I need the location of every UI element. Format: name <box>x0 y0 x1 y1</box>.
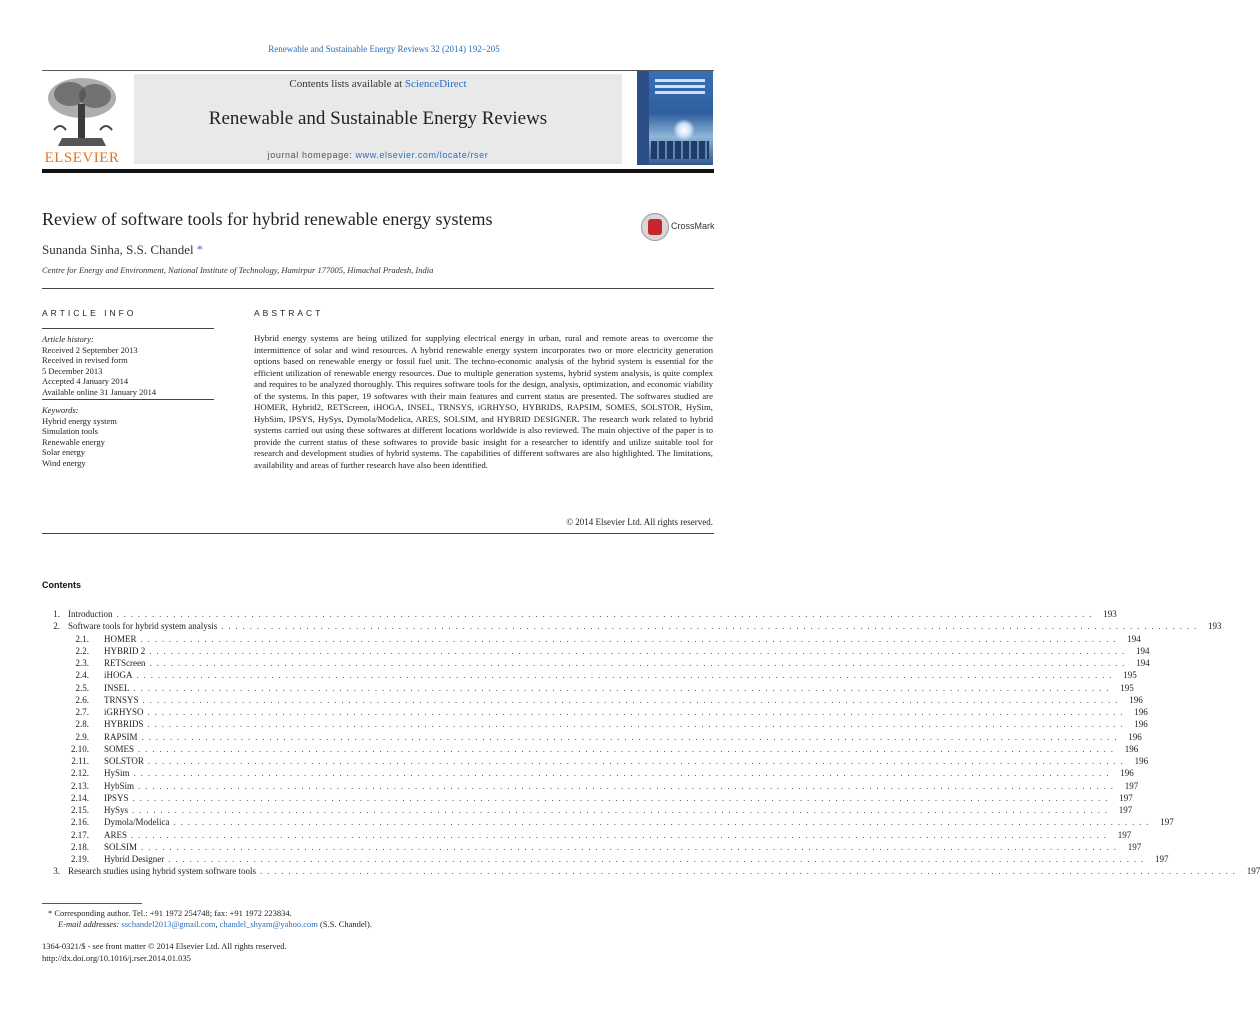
homepage-prefix: journal homepage: <box>267 150 356 160</box>
toc-number: 2.9. <box>75 731 89 742</box>
toc-leader-dots: . . . . . . . . . . . . . . . . . . . . . . . . . . . . . . . . . . . . . . . . . . . . . . . . . . . . . . . . . . . . . . . . . . . . . . . . . . . . . . . . . . . . . . . . . . . . . . . . . . . . . . . . . . . . . . . . . . . . . . . . . . . . . . . . . . . . . . . . . . <box>138 780 1115 791</box>
toc-page-number: 197 <box>1160 817 1174 828</box>
toc-title: iHOGA <box>104 670 133 681</box>
abstract-heading: ABSTRACT <box>254 308 324 318</box>
email-separator: , <box>215 919 220 929</box>
toc-title: RAPSIM <box>104 731 138 742</box>
article-info-rule <box>42 328 214 329</box>
keyword: Renewable energy <box>42 436 105 447</box>
toc-leader-dots: . . . . . . . . . . . . . . . . . . . . . . . . . . . . . . . . . . . . . . . . . . . . . . . . . . . . . . . . . . . . . . . . . . . . . . . . . . . . . . . . . . . . . . . . . . . . . . . . . . . . . . . . . . . . . . . . . . . . . . . . . . . . . . . . . . . . . . . . . . <box>133 682 1110 693</box>
toc-leader-dots: . . . . . . . . . . . . . . . . . . . . . . . . . . . . . . . . . . . . . . . . . . . . . . . . . . . . . . . . . . . . . . . . . . . . . . . . . . . . . . . . . . . . . . . . . . . . . . . . . . . . . . . . . . . . . . . . . . . . . . . . . . . . . . . . . . . . . . . . . . <box>149 645 1126 656</box>
toc-title: IPSYS <box>104 792 129 803</box>
toc-leader-dots: . . . . . . . . . . . . . . . . . . . . . . . . . . . . . . . . . . . . . . . . . . . . . . . . . . . . . . . . . . . . . . . . . . . . . . . . . . . . . . . . . . . . . . . . . . . . . . . . . . . . . . . . . . . . . . . . . . . . . . . . . . . . . . . . . . . . . . . . . . <box>142 694 1119 705</box>
toc-page-number: 196 <box>1134 756 1149 766</box>
abstract-copyright: © 2014 Elsevier Ltd. All rights reserved. <box>566 517 713 527</box>
toc-page-number: 197 <box>1246 866 1260 877</box>
toc-number: 2.2. <box>75 645 89 656</box>
toc-entry[interactable] <box>42 829 1132 841</box>
info-top-rule <box>42 288 714 289</box>
journal-title: Renewable and Sustainable Energy Reviews <box>208 108 548 129</box>
toc-page-number: 193 <box>1103 609 1117 619</box>
toc-leader-dots: . . . . . . . . . . . . . . . . . . . . . . . . . . . . . . . . . . . . . . . . . . . . . . . . . . . . . . . . . . . . . . . . . . . . . . . . . . . . . . . . . . . . . . . . . . . . . . . . . . . . . . . . . . . . . . . . . . . . . . . . . . . . . . . . . . . . . . . . . . <box>116 609 1093 619</box>
toc-page-number: 194 <box>1127 633 1141 644</box>
email-label: E-mail addresses: <box>58 919 120 929</box>
history-label: Article history: <box>42 334 94 344</box>
toc-title: HYBRIDS <box>104 719 144 730</box>
toc-title: RETScreen <box>104 658 146 668</box>
toc-entry[interactable] <box>42 682 1134 694</box>
contents-prefix: Contents lists available at <box>289 78 405 90</box>
toc-title: SOLSIM <box>104 841 138 852</box>
journal-homepage-link[interactable]: www.elsevier.com/locate/rser <box>355 150 489 160</box>
toc-title: HOMER <box>104 633 137 644</box>
toc-page-number: 197 <box>1155 854 1169 864</box>
toc-entry[interactable] <box>42 645 1150 657</box>
table-of-contents <box>42 608 1260 878</box>
header-top-rule <box>42 70 714 71</box>
header-bottom-rule <box>42 169 714 173</box>
toc-page-number: 197 <box>1124 780 1139 791</box>
toc-entry[interactable] <box>42 669 1137 681</box>
toc-leader-dots: . . . . . . . . . . . . . . . . . . . . . . . . . . . . . . . . . . . . . . . . . . . . . . . . . . . . . . . . . . . . . . . . . . . . . . . . . . . . . . . . . . . . . . . . . . . . . . . . . . . . . . . . . . . . . . . . . . . . . . . . . . . . . . . . . . . . . . . . . . <box>136 670 1113 681</box>
toc-leader-dots: . . . . . . . . . . . . . . . . . . . . . . . . . . . . . . . . . . . . . . . . . . . . . . . . . . . . . . . . . . . . . . . . . . . . . . . . . . . . . . . . . . . . . . . . . . . . . . . . . . . . . . . . . . . . . . . . . . . . . . . . . . . . . . . . . . . . . . . . . . <box>221 621 1198 632</box>
keyword: Hybrid energy system <box>42 415 117 426</box>
toc-number: 2.16. <box>71 817 89 828</box>
toc-page-number: 197 <box>1127 841 1142 852</box>
toc-title: Dymola/Modelica <box>104 817 170 828</box>
abstract-text: Hybrid energy systems are being utilized for supplying electrical energy in urban, rural and remote areas to overcome the intermittence of solar and wind resources. A hybrid renewable energy system incorporates two or more electricity generation options based on renewable energy or fossil fuel unit. The techno-economic analysis of the hybrid system is essential for the efficient utilization of renewable energy resources. Due to multiple generation systems, hybrid system analysis, is quite complex and requires to be analyzed thoroughly. This requires software tools for the design, analysis, optimization, and economic viability of the systems. In this paper, 19 softwares with their main features and current status are presented. The softwares studied are HOMER, Hybrid2, RETScreen, iHOGA, INSEL, TRNSYS, iGRHYSO, HYBRIDS, RAPSIM, SOMES, SOLSTOR, HySim, HybSim, IPSYS, HySys, Dymola/Modelica, ARES, SOLSIM, and HYBRID DESIGNER. The research work related to hybrid systems carried out using these softwares at different locations worldwide is also reviewed. The main objective of the paper is to provide the current status of these softwares to provide basic insight for a researcher to identify and utilize suitable tool for research and development studies of hybrid systems. The capabilities of different softwares are also highlighted. The limitations, availability and areas of further research have also been identified. <box>254 333 713 470</box>
toc-number: 2.17. <box>71 829 89 840</box>
toc-page-number: 196 <box>1128 731 1142 742</box>
toc-page-number: 196 <box>1134 707 1148 717</box>
contents-heading: Contents <box>42 580 81 590</box>
toc-page-number: 196 <box>1124 743 1139 754</box>
toc-page-number: 193 <box>1207 621 1222 632</box>
issn-line: 1364-0321/$ - see front matter © 2014 Elsevier Ltd. All rights reserved. <box>42 941 287 951</box>
toc-number: 2.11. <box>71 756 89 766</box>
toc-title: ARES <box>104 829 128 840</box>
toc-entry[interactable] <box>42 792 1133 804</box>
article-info-heading: ARTICLE INFO <box>42 308 137 318</box>
toc-title: iGRHYSO <box>104 707 144 717</box>
toc-page-number: 196 <box>1129 694 1143 705</box>
history-item: 5 December 2013 <box>42 365 103 376</box>
toc-entry[interactable] <box>42 816 1174 828</box>
footnote-rule <box>42 903 142 904</box>
toc-page-number: 195 <box>1120 682 1134 693</box>
toc-leader-dots: . . . . . . . . . . . . . . . . . . . . . . . . . . . . . . . . . . . . . . . . . . . . . . . . . . . . . . . . . . . . . . . . . . . . . . . . . . . . . . . . . . . . . . . . . . . . . . . . . . . . . . . . . . . . . . . . . . . . . . . . . . . . . . . . . . . . . . . . . . <box>138 743 1115 754</box>
toc-leader-dots: . . . . . . . . . . . . . . . . . . . . . . . . . . . . . . . . . . . . . . . . . . . . . . . . . . . . . . . . . . . . . . . . . . . . . . . . . . . . . . . . . . . . . . . . . . . . . . . . . . . . . . . . . . . . . . . . . . . . . . . . . . . . . . . . . . . . . . . . . . <box>147 719 1124 730</box>
toc-leader-dots: . . . . . . . . . . . . . . . . . . . . . . . . . . . . . . . . . . . . . . . . . . . . . . . . . . . . . . . . . . . . . . . . . . . . . . . . . . . . . . . . . . . . . . . . . . . . . . . . . . . . . . . . . . . . . . . . . . . . . . . . . . . . . . . . . . . . . . . . . . <box>132 792 1109 803</box>
keywords-label: Keywords: <box>42 405 79 415</box>
toc-title: HySys <box>104 805 129 815</box>
info-bottom-rule <box>42 533 714 534</box>
author-affiliation: Centre for Energy and Environment, National Institute of Technology, Hamirpur 177005, Himachal Pradesh, India <box>42 265 434 275</box>
crossmark-label: CrossMark <box>671 221 715 231</box>
toc-number: 1. <box>53 609 60 619</box>
toc-leader-dots: . . . . . . . . . . . . . . . . . . . . . . . . . . . . . . . . . . . . . . . . . . . . . . . . . . . . . . . . . . . . . . . . . . . . . . . . . . . . . . . . . . . . . . . . . . . . . . . . . . . . . . . . . . . . . . . . . . . . . . . . . . . . . . . . . . . . . . . . . . <box>259 866 1237 877</box>
toc-entry[interactable] <box>42 706 1148 718</box>
toc-entry[interactable] <box>42 657 1150 669</box>
toc-number: 2.19. <box>71 854 89 864</box>
corresponding-author-mark[interactable]: * <box>196 242 203 256</box>
toc-leader-dots: . . . . . . . . . . . . . . . . . . . . . . . . . . . . . . . . . . . . . . . . . . . . . . . . . . . . . . . . . . . . . . . . . . . . . . . . . . . . . . . . . . . . . . . . . . . . . . . . . . . . . . . . . . . . . . . . . . . . . . . . . . . . . . . . . . . . . . . . . . <box>141 841 1118 852</box>
toc-leader-dots: . . . . . . . . . . . . . . . . . . . . . . . . . . . . . . . . . . . . . . . . . . . . . . . . . . . . . . . . . . . . . . . . . . . . . . . . . . . . . . . . . . . . . . . . . . . . . . . . . . . . . . . . . . . . . . . . . . . . . . . . . . . . . . . . . . . . . . . . . . <box>147 707 1124 717</box>
toc-entry[interactable] <box>42 718 1148 730</box>
keyword: Wind energy <box>42 457 86 468</box>
toc-page-number: 197 <box>1118 805 1133 815</box>
keyword: Solar energy <box>42 447 86 458</box>
toc-leader-dots: . . . . . . . . . . . . . . . . . . . . . . . . . . . . . . . . . . . . . . . . . . . . . . . . . . . . . . . . . . . . . . . . . . . . . . . . . . . . . . . . . . . . . . . . . . . . . . . . . . . . . . . . . . . . . . . . . . . . . . . . . . . . . . . . . . . . . . . . . . <box>132 805 1109 815</box>
toc-number: 2.15. <box>71 805 89 815</box>
history-item: Received in revised form <box>42 355 128 366</box>
toc-title: HybSim <box>104 780 135 791</box>
toc-page-number: 195 <box>1123 670 1137 681</box>
toc-number: 2.10. <box>71 743 89 754</box>
toc-number: 2.18. <box>71 841 89 852</box>
crossmark-badge[interactable] <box>641 213 721 241</box>
toc-title: HySim <box>104 768 130 779</box>
article-history <box>42 334 214 398</box>
toc-number: 2.6. <box>75 694 89 705</box>
toc-leader-dots: . . . . . . . . . . . . . . . . . . . . . . . . . . . . . . . . . . . . . . . . . . . . . . . . . . . . . . . . . . . . . . . . . . . . . . . . . . . . . . . . . . . . . . . . . . . . . . . . . . . . . . . . . . . . . . . . . . . . . . . . . . . . . . . . . . . . . . . . . . <box>147 756 1125 766</box>
toc-title: TRNSYS <box>104 694 139 705</box>
toc-leader-dots: . . . . . . . . . . . . . . . . . . . . . . . . . . . . . . . . . . . . . . . . . . . . . . . . . . . . . . . . . . . . . . . . . . . . . . . . . . . . . . . . . . . . . . . . . . . . . . . . . . . . . . . . . . . . . . . . . . . . . . . . . . . . . . . . . . . . . . . . . . <box>149 658 1126 668</box>
corresponding-author-footnote: * Corresponding author. Tel.: +91 1972 254748; fax: +91 1972 223834. <box>48 908 292 918</box>
keyword: Simulation tools <box>42 426 98 437</box>
toc-number: 2.14. <box>71 792 89 803</box>
toc-title: Software tools for hybrid system analysis <box>68 621 218 632</box>
toc-page-number: 194 <box>1136 645 1150 656</box>
history-item: Accepted 4 January 2014 <box>42 376 129 387</box>
toc-page-number: 194 <box>1136 658 1150 668</box>
author-list <box>42 242 203 258</box>
toc-number: 3. <box>53 866 60 877</box>
toc-title: Hybrid Designer <box>104 854 165 864</box>
toc-entry[interactable] <box>42 841 1142 853</box>
toc-page-number: 196 <box>1134 719 1148 730</box>
toc-number: 2.13. <box>71 780 89 791</box>
toc-page-number: 197 <box>1117 829 1132 840</box>
toc-entry[interactable] <box>42 731 1142 743</box>
keywords-rule <box>42 399 214 400</box>
toc-leader-dots: . . . . . . . . . . . . . . . . . . . . . . . . . . . . . . . . . . . . . . . . . . . . . . . . . . . . . . . . . . . . . . . . . . . . . . . . . . . . . . . . . . . . . . . . . . . . . . . . . . . . . . . . . . . . . . . . . . . . . . . . . . . . . . . . . . . . . . . . . . <box>141 731 1118 742</box>
email-link-1[interactable]: sschandel2013@gmail.com <box>121 919 216 929</box>
toc-entry[interactable] <box>42 633 1141 645</box>
toc-number: 2. <box>53 621 60 632</box>
toc-title: HYBRID 2 <box>104 645 146 656</box>
toc-number: 2.12. <box>71 768 89 779</box>
toc-title: Research studies using hybrid system software tools <box>68 866 256 877</box>
elsevier-wordmark: ELSEVIER <box>44 150 120 166</box>
doi-link[interactable]: http://dx.doi.org/10.1016/j.rser.2014.01.035 <box>42 953 191 963</box>
toc-title: INSEL <box>104 682 130 693</box>
toc-entry[interactable] <box>42 865 1260 877</box>
toc-title: SOLSTOR <box>104 756 144 766</box>
toc-entry[interactable] <box>42 620 1222 632</box>
sciencedirect-link[interactable]: ScienceDirect <box>404 78 467 90</box>
journal-reference[interactable]: Renewable and Sustainable Energy Reviews 32 (2014) 192–205 <box>268 44 500 54</box>
keywords-block <box>42 405 214 469</box>
history-item: Available online 31 January 2014 <box>42 386 157 397</box>
contents-available-line <box>134 78 622 90</box>
email-link-2[interactable]: chandel_shyam@yahoo.com <box>219 919 318 929</box>
toc-entry[interactable] <box>42 780 1139 792</box>
toc-entry[interactable] <box>42 608 1117 620</box>
toc-leader-dots: . . . . . . . . . . . . . . . . . . . . . . . . . . . . . . . . . . . . . . . . . . . . . . . . . . . . . . . . . . . . . . . . . . . . . . . . . . . . . . . . . . . . . . . . . . . . . . . . . . . . . . . . . . . . . . . . . . . . . . . . . . . . . . . . . . . . . . . . . . <box>140 633 1117 644</box>
toc-leader-dots: . . . . . . . . . . . . . . . . . . . . . . . . . . . . . . . . . . . . . . . . . . . . . . . . . . . . . . . . . . . . . . . . . . . . . . . . . . . . . . . . . . . . . . . . . . . . . . . . . . . . . . . . . . . . . . . . . . . . . . . . . . . . . . . . . . . . . . . . . . <box>173 817 1150 828</box>
toc-entry[interactable] <box>42 694 1143 706</box>
journal-homepage-line <box>134 150 622 160</box>
toc-entry[interactable] <box>42 804 1133 816</box>
toc-entry[interactable] <box>42 767 1134 779</box>
toc-number: 2.7. <box>75 707 89 717</box>
tree-icon <box>40 74 124 150</box>
toc-leader-dots: . . . . . . . . . . . . . . . . . . . . . . . . . . . . . . . . . . . . . . . . . . . . . . . . . . . . . . . . . . . . . . . . . . . . . . . . . . . . . . . . . . . . . . . . . . . . . . . . . . . . . . . . . . . . . . . . . . . . . . . . . . . . . . . . . . . . . . . . . . <box>133 768 1110 779</box>
toc-title: Introduction <box>68 609 113 619</box>
email-footnote <box>58 919 372 929</box>
toc-page-number: 197 <box>1119 792 1133 803</box>
toc-number: 2.3. <box>75 658 89 668</box>
author-names: Sunanda Sinha, S.S. Chandel <box>42 242 194 257</box>
toc-entry[interactable] <box>42 743 1139 755</box>
article-title: Review of software tools for hybrid renewable energy systems <box>42 209 493 229</box>
toc-leader-dots: . . . . . . . . . . . . . . . . . . . . . . . . . . . . . . . . . . . . . . . . . . . . . . . . . . . . . . . . . . . . . . . . . . . . . . . . . . . . . . . . . . . . . . . . . . . . . . . . . . . . . . . . . . . . . . . . . . . . . . . . . . . . . . . . . . . . . . . . . . <box>131 829 1108 840</box>
toc-number: 2.8. <box>75 719 89 730</box>
toc-number: 2.1. <box>75 633 89 644</box>
toc-number: 2.4. <box>75 670 89 681</box>
crossmark-icon <box>641 213 669 241</box>
toc-entry[interactable] <box>42 755 1149 767</box>
toc-entry[interactable] <box>42 853 1169 865</box>
email-suffix: (S.S. Chandel). <box>317 919 372 929</box>
toc-leader-dots: . . . . . . . . . . . . . . . . . . . . . . . . . . . . . . . . . . . . . . . . . . . . . . . . . . . . . . . . . . . . . . . . . . . . . . . . . . . . . . . . . . . . . . . . . . . . . . . . . . . . . . . . . . . . . . . . . . . . . . . . . . . . . . . . . . . . . . . . . . <box>168 854 1145 864</box>
toc-title: SOMES <box>104 743 135 754</box>
journal-masthead <box>134 74 622 164</box>
toc-page-number: 196 <box>1120 768 1134 779</box>
journal-cover-image <box>637 71 713 165</box>
toc-number: 2.5. <box>75 682 89 693</box>
history-item: Received 2 September 2013 <box>42 344 138 355</box>
